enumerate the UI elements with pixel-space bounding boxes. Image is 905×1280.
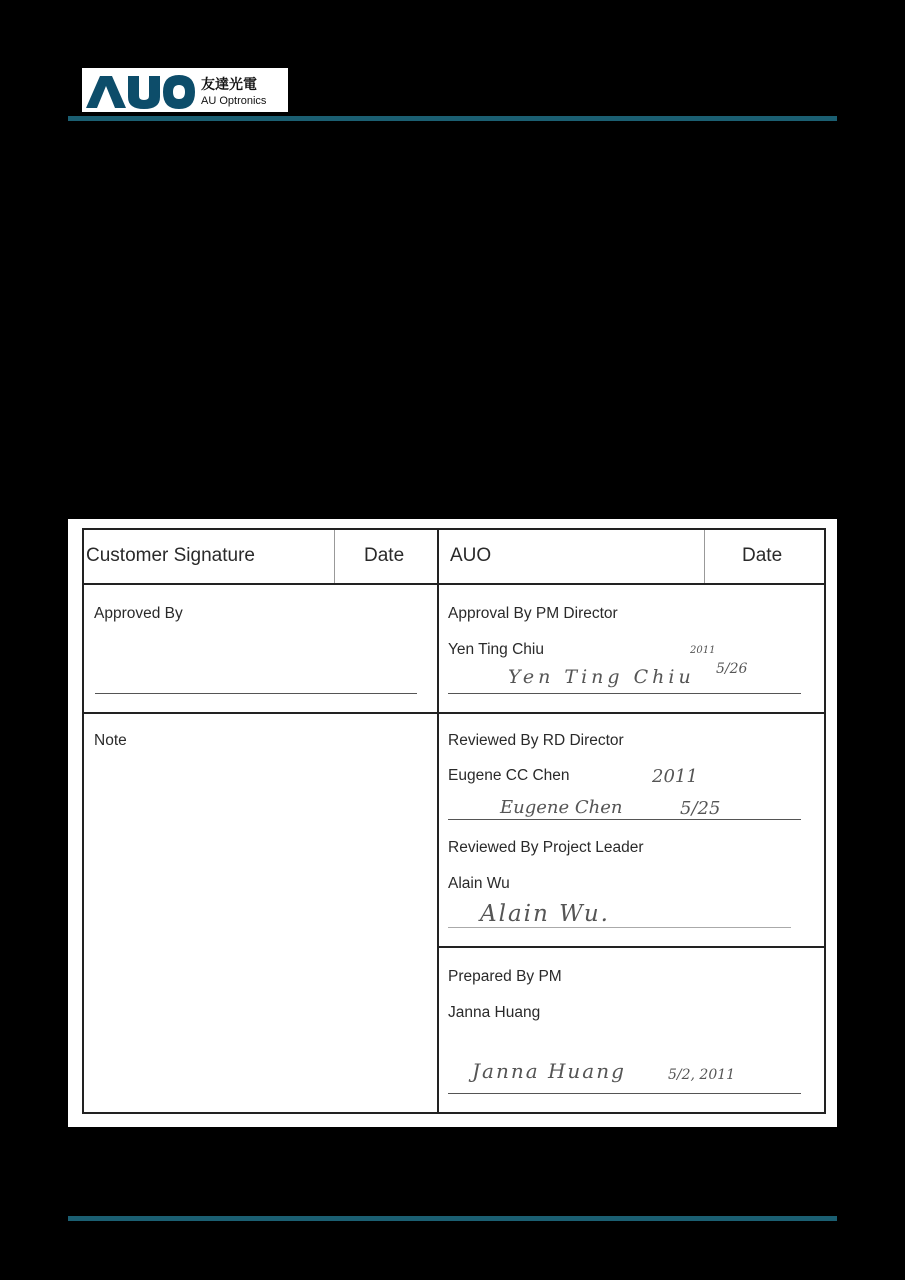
auo-header: AUO (450, 545, 492, 566)
pm-row-divider (437, 946, 826, 948)
approved-by-label: Approved By (94, 605, 183, 622)
rd-director-date: 5/25 (680, 798, 721, 819)
pm-director-signature: Yen Ting Chiu (508, 666, 695, 688)
customer-date-header: Date (364, 545, 405, 566)
middle-row-divider (82, 712, 826, 714)
pm-director-date-year: 2011 (690, 645, 716, 656)
pm-director-role: Approval By PM Director (448, 605, 618, 622)
rd-director-role: Reviewed By RD Director (448, 732, 624, 749)
pm-signature-line (448, 1093, 801, 1094)
project-leader-name: Alain Wu (448, 875, 510, 892)
header-rule (68, 116, 837, 121)
header-row-divider (82, 583, 826, 585)
logo-chinese-name: 友達光電 (201, 77, 257, 93)
project-leader-signature-line (448, 927, 791, 928)
pm-name: Janna Huang (448, 1004, 541, 1021)
footer-rule (68, 1216, 837, 1221)
pm-director-name: Yen Ting Chiu (448, 641, 544, 658)
rd-director-signature-line (448, 819, 801, 820)
project-leader-role: Reviewed By Project Leader (448, 839, 644, 856)
rd-director-name: Eugene CC Chen (448, 767, 570, 784)
rd-director-signature: Eugene Chen (500, 797, 623, 818)
customer-signature-header: Customer Signature (86, 545, 255, 566)
auo-logo (82, 68, 288, 112)
note-label: Note (94, 732, 127, 749)
approved-by-signature-line[interactable] (95, 693, 417, 694)
pm-role: Prepared By PM (448, 968, 562, 985)
pm-director-signature-line (448, 693, 801, 694)
pm-director-date: 5/26 (716, 661, 748, 677)
project-leader-signature: Alain Wu. (480, 901, 610, 927)
logo-english-name: AU Optronics (201, 95, 267, 107)
pm-date: 5/2, 2011 (668, 1067, 736, 1083)
auo-date-header: Date (742, 545, 783, 566)
signature-sheet (68, 519, 837, 1127)
rd-director-date-year: 2011 (652, 766, 698, 787)
pm-signature: Janna Huang (472, 1059, 626, 1083)
